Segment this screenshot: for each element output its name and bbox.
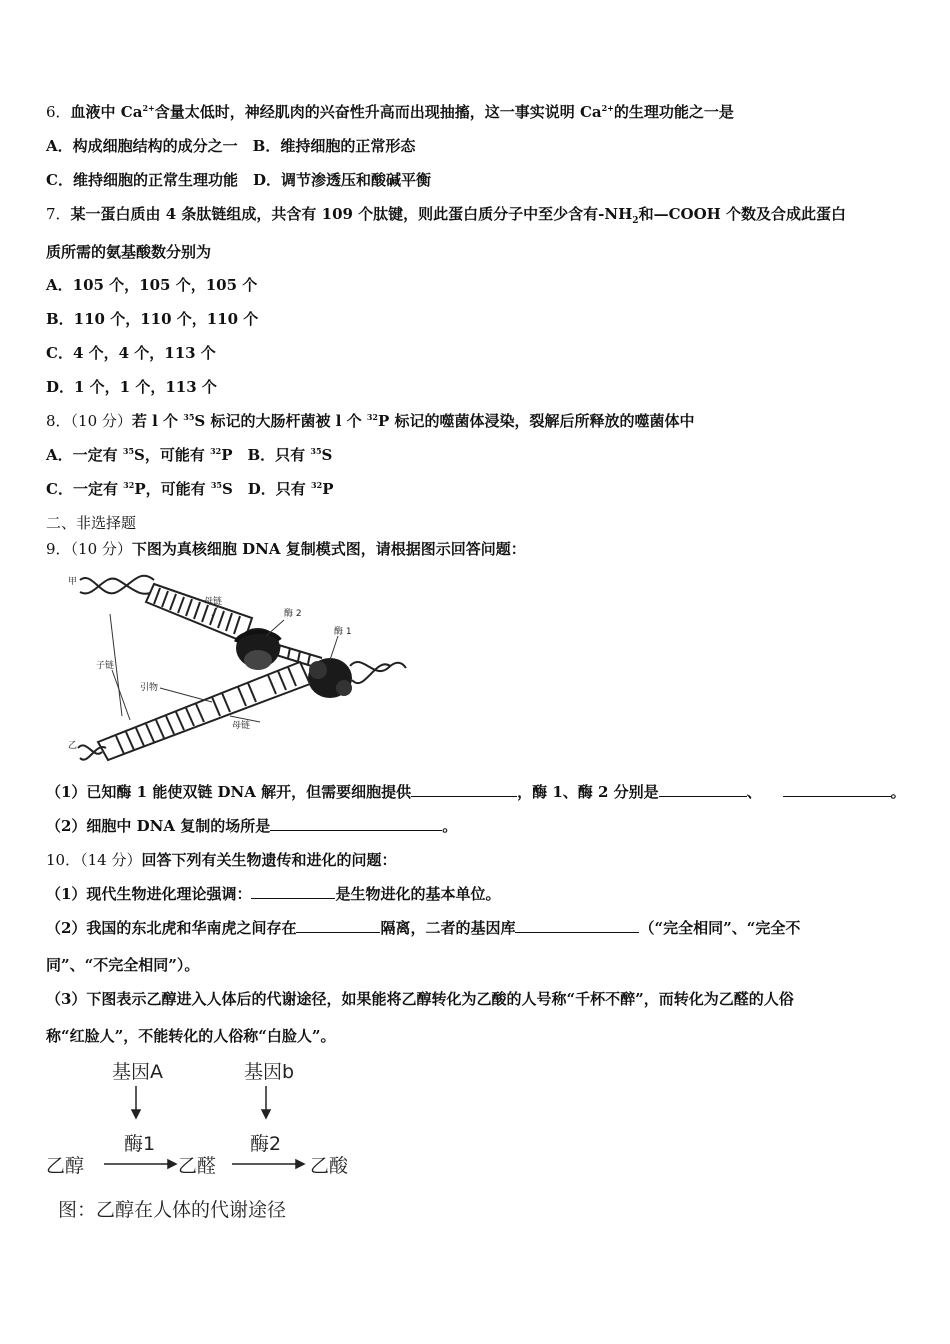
q7-option-b: B．110 个，110 个，110 个 — [46, 310, 259, 328]
gene-b-label: 基因b — [244, 1061, 295, 1083]
q7-number: 7． — [46, 205, 71, 223]
lower-band — [98, 662, 310, 760]
dna-replication-diagram — [62, 570, 408, 765]
q9-sub1: （1）已知酶 1 能使双链 DNA 解开，但需要细胞提供 ，酶 1、酶 2 分别是 、 。 — [46, 783, 906, 801]
q10-sub2: （2）我国的东北虎和华南虎之间存在 隔离，二者的基因库 （“完全相同”、“完全不 — [46, 919, 801, 937]
down-arrows — [132, 1086, 270, 1118]
answer-blank[interactable] — [659, 782, 747, 797]
upper-helix — [80, 576, 156, 594]
q10-sub1: （1）现代生物进化理论强调： 是生物进化的基本单位。 — [46, 885, 501, 903]
q7-stem-line2: 质所需的氨基酸数分别为 — [46, 243, 212, 261]
label-primer: 引物 — [140, 683, 159, 693]
q9-stem: 9．（10 分）下图为真核细胞 DNA 复制模式图，请根据图示回答问题： — [46, 540, 526, 558]
q8-options-cd: C．一定有 $^{32}$P，可能有 $^{35}$S D．只有 $^{32}$P — [46, 480, 334, 498]
acetaldehyde-label: 乙醛 — [178, 1155, 217, 1177]
q8-options-ab: A．一定有 $^{35}$S，可能有 $^{32}$P B．只有 $^{35}$S — [46, 446, 333, 464]
q10-sub3: （3）下图表示乙醇进入人体后的代谢途径，如果能将乙醇转化为乙酸的人号称“千杯不醉”，而转化为乙醛的人俗 — [46, 990, 794, 1008]
q9-sub2: （2）细胞中 DNA 复制的场所是 。 — [46, 817, 458, 835]
q9-number: 9． — [46, 540, 71, 558]
q7-option-c: C．4 个，4 个，113 个 — [46, 344, 216, 362]
answer-blank[interactable] — [515, 918, 639, 933]
ethanol-metabolism-diagram — [44, 1056, 364, 1226]
gene-a-label: 基因A — [112, 1061, 163, 1083]
q8-number: 8． — [46, 412, 71, 430]
label-daughter-strand: 子链 — [96, 661, 115, 671]
answer-blank[interactable] — [411, 782, 517, 797]
label-jia: 甲 — [68, 577, 78, 587]
upper-band — [146, 584, 252, 642]
answer-blank[interactable] — [251, 884, 335, 899]
label-mother-strand-top: 母链 — [204, 597, 223, 607]
answer-blank[interactable] — [270, 816, 442, 831]
q8-stem: 8．（10 分）若 l 个 $^{35}$S 标记的大肠杆菌被 l 个 $^{32}$P 标记的噬菌体浸染，裂解后所释放的噬菌体中 — [46, 412, 695, 430]
q6-stem: 6．血液中 $Ca^{2+}$含量太低时，神经肌肉的兴奋性升高而出现抽搐，这一事实说明 $Ca^{2+}$的生理功能之一是 — [46, 103, 734, 121]
q6-options-ab: A．构成细胞结构的成分之一 B．维持细胞的正常形态 — [46, 137, 416, 155]
ethanol-label: 乙醇 — [46, 1155, 85, 1177]
q7-option-a: A．105 个，105 个，105 个 — [46, 276, 258, 294]
q10-sub3-line2: 称“红脸人”，不能转化的人俗称“白脸人”。 — [46, 1027, 336, 1045]
q7-stem: 7．某一蛋白质由 4 条肽链组成，共含有 109 个肽键，则此蛋白质分子中至少含有$-NH_2$和—COOH 个数及合成此蛋白 — [46, 205, 847, 226]
q10-stem: 10．（14 分）回答下列有关生物遗传和进化的问题： — [46, 851, 397, 869]
label-mother-strand-bottom: 母链 — [232, 721, 251, 731]
figure-caption: 图：乙醇在人体的代谢途径 — [58, 1199, 287, 1221]
q9-score: （10 分） — [70, 540, 132, 558]
q10-number: 10． — [46, 851, 81, 869]
answer-blank[interactable] — [783, 782, 891, 797]
q10-sub2-line2: 同”、“不完全相同”）。 — [46, 956, 200, 974]
answer-blank[interactable] — [296, 918, 380, 933]
q8-score: （10 分） — [70, 412, 132, 430]
enzyme2-blob — [236, 628, 280, 670]
q10-score: （14 分） — [80, 851, 142, 869]
enzyme2-label: 酶2 — [250, 1133, 282, 1155]
acetic-acid-label: 乙酸 — [310, 1155, 349, 1177]
label-enzyme1: 酶 1 — [334, 627, 352, 637]
enzyme1-blob — [308, 658, 352, 698]
right-helix — [350, 662, 406, 683]
label-yi: 乙 — [68, 741, 78, 751]
enzyme1-label: 酶1 — [124, 1133, 156, 1155]
section-heading: 二、非选择题 — [46, 514, 137, 532]
q6-options-cd: C．维持细胞的正常生理功能 D．调节渗透压和酸碱平衡 — [46, 171, 431, 189]
q6-number: 6． — [46, 103, 71, 121]
label-enzyme2: 酶 2 — [284, 609, 302, 619]
q7-option-d: D．1 个，1 个，113 个 — [46, 378, 217, 396]
lower-helix — [78, 745, 106, 759]
